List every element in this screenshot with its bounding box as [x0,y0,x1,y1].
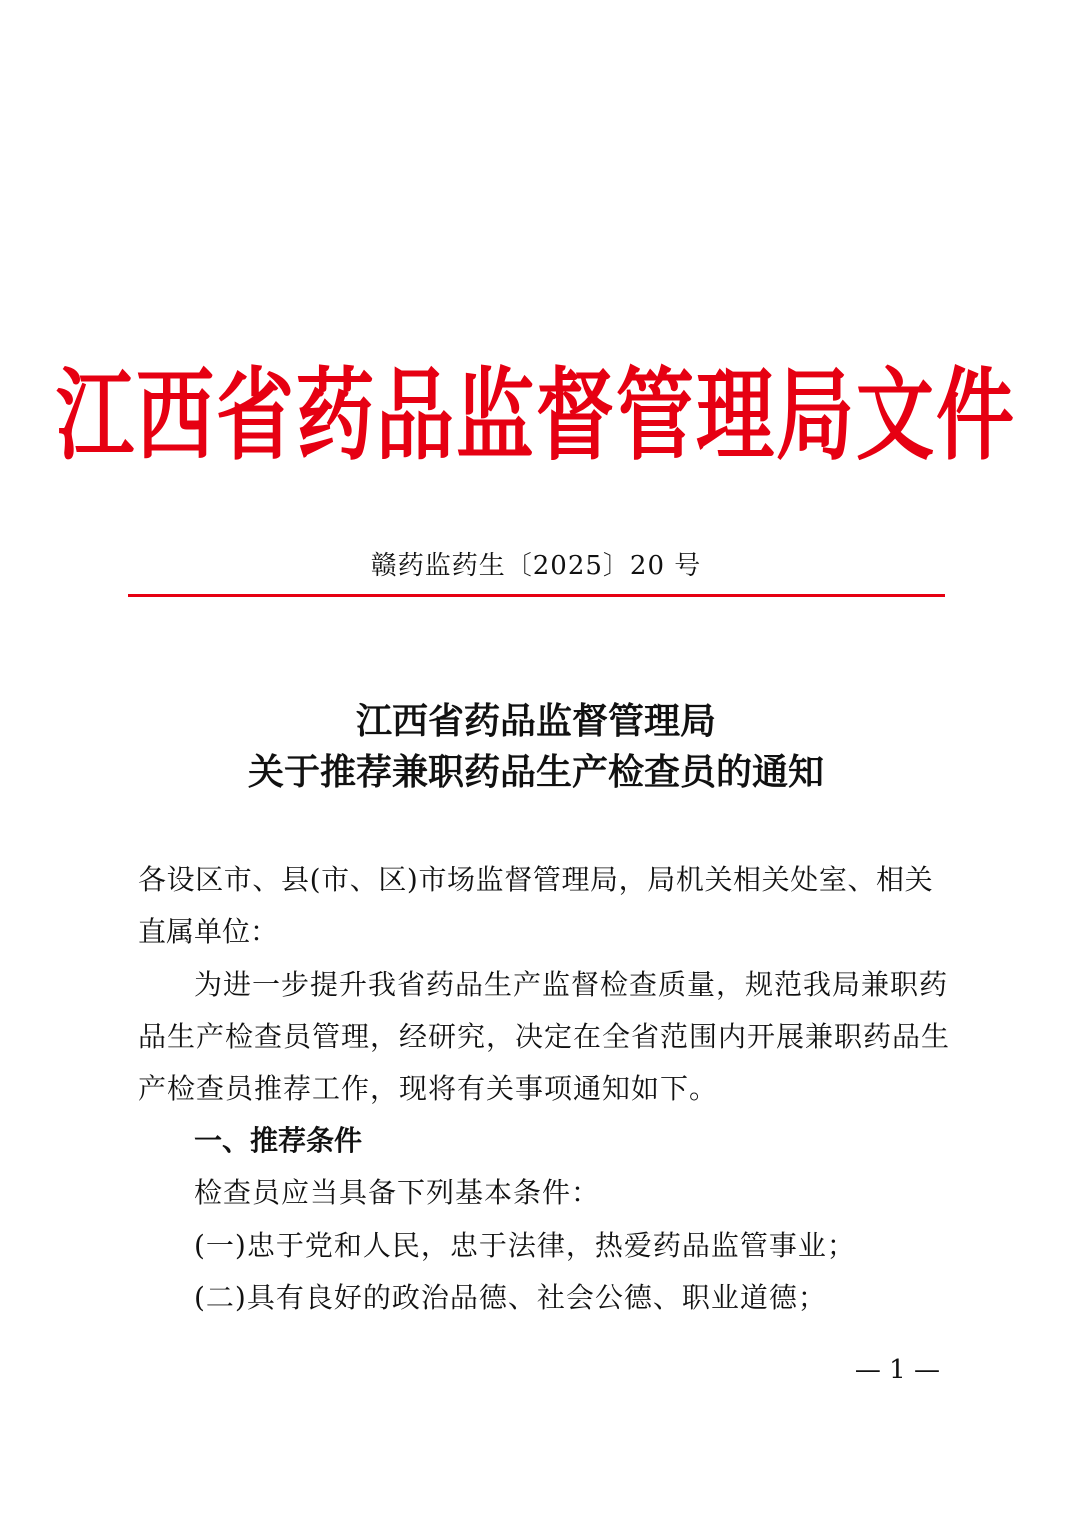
document-masthead: 江西省药品监督管理局文件 [55,357,1016,475]
section-1-heading: 一、推荐条件 [194,1124,363,1157]
addressee-line-2: 直属单位： [138,915,279,948]
red-divider-line [128,594,945,597]
paragraph-1-line-1: 为进一步提升我省药品生产监督检查质量，规范我局兼职药 [194,968,949,1001]
condition-item-1: (一)忠于党和人民，忠于法律，热爱药品监管事业； [194,1229,856,1262]
notice-title-line-2: 关于推荐兼职药品生产检查员的通知 [247,751,824,793]
notice-title-line-1: 江西省药品监督管理局 [355,700,716,742]
section-1-intro: 检查员应当具备下列基本条件： [194,1176,601,1209]
page-number: — 1 — [854,1355,940,1385]
condition-item-2: (二)具有良好的政治品德、社会公德、职业道德； [194,1281,827,1314]
document-number: 赣药监药生〔2025〕20 号 [370,551,702,581]
paragraph-1-line-2: 品生产检查员管理，经研究，决定在全省范围内开展兼职药品生 [138,1020,951,1053]
paragraph-1-line-3: 产检查员推荐工作，现将有关事项通知如下。 [138,1072,719,1105]
addressee-line-1: 各设区市、县(市、区)市场监督管理局，局机关相关处室、相关 [138,863,934,896]
